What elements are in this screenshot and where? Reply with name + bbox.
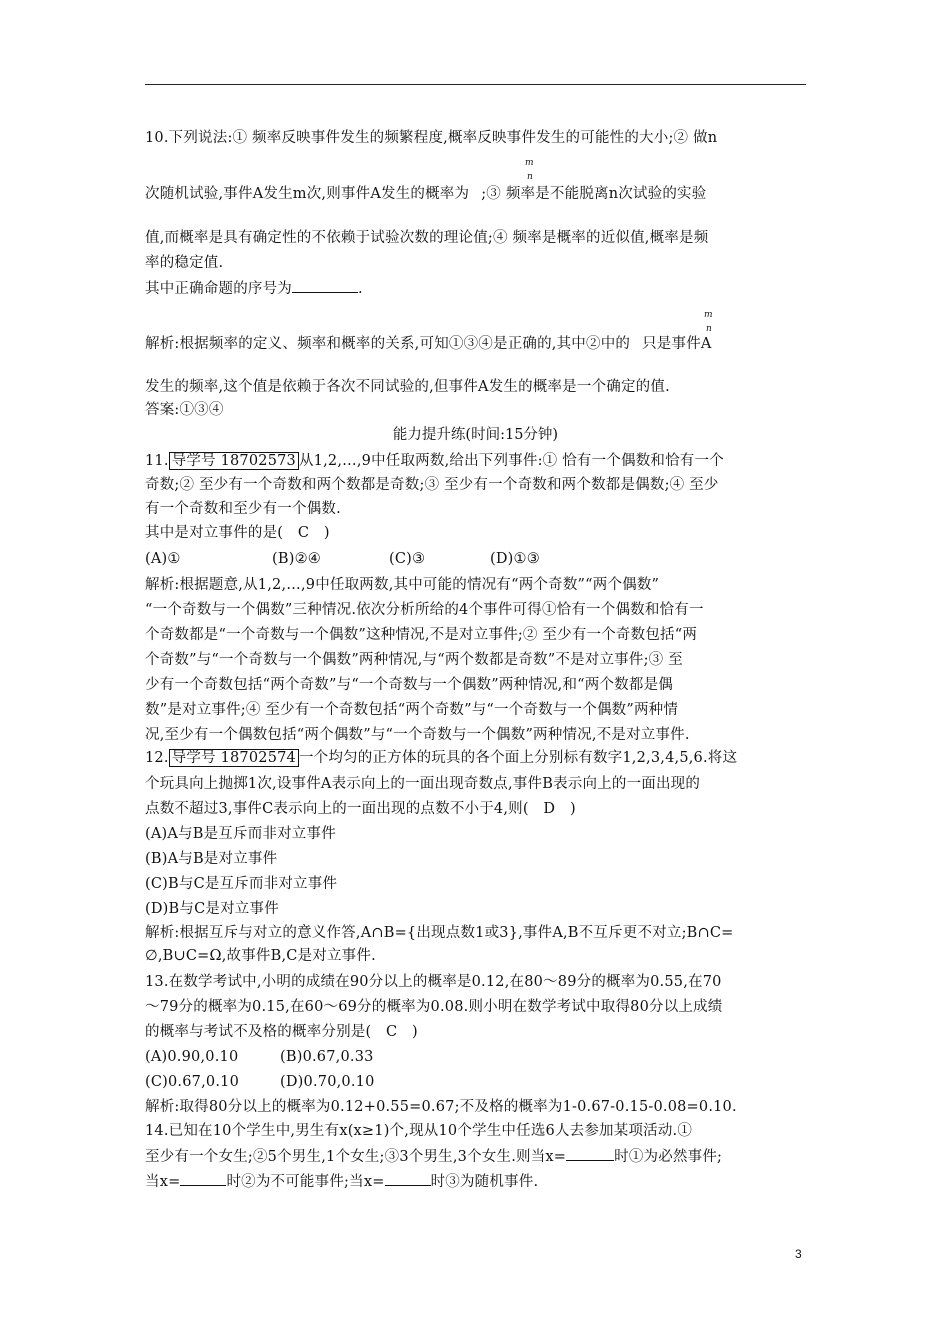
q13-line-3: 的概率与考试不及格的概率分别是( C ) — [145, 1024, 418, 1040]
q11-line-4: 其中是对立事件的是( C ) — [145, 525, 330, 541]
answer-blank — [566, 1146, 614, 1161]
q12-line-2: 个玩具向上抛掷1次,设事件A表示向上的一面出现奇数点,事件B表示向上的一面出现的 — [145, 776, 701, 792]
q13-option-b: (B)0.67,0.33 — [280, 1049, 374, 1065]
q11-option-b: (B)②④ — [272, 551, 321, 567]
q12-option-b: (B)A与B是对立事件 — [145, 851, 278, 867]
q14-line-3b: 时②为不可能事件;当x= — [226, 1174, 385, 1190]
q14-line-2 — [145, 1146, 722, 1167]
page-number: 3 — [795, 1247, 802, 1261]
q10-prompt: 其中正确命题的序号为 — [145, 281, 292, 297]
answer-blank — [385, 1171, 431, 1186]
q12-option-c: (C)B与C是互斥而非对立事件 — [145, 876, 338, 892]
fraction-denominator: n — [706, 324, 712, 334]
q10-line-2a: 次随机试验,事件A发生m次,则事件A发生的概率为 — [145, 186, 470, 202]
q10-period: . — [358, 281, 363, 297]
q12-option-a: (A)A与B是互斥而非对立事件 — [145, 826, 336, 842]
q13-solution-1: 解析:取得80分以上的概率为0.12+0.55=0.67;不及格的概率为1-0.67-0.15-0.08=0.10. — [145, 1099, 737, 1115]
q12-number: 12. — [145, 750, 169, 766]
q10-line-2 — [145, 184, 706, 204]
q14-line-3c: 时③为随机事件. — [430, 1174, 539, 1190]
q10-solution-1 — [145, 334, 712, 354]
question-id-tag: 导学号 18702574 — [169, 749, 299, 767]
q10-line-2b: ;③ 频率是不能脱离n次试验的实验 — [481, 186, 707, 202]
q11-solution-1: 解析:根据题意,从1,2,…,9中任取两数,其中可能的情况有“两个奇数”“两个偶数” — [145, 577, 660, 593]
q11-line-2: 奇数;② 至少有一个奇数和两个数都是奇数;③ 至少有一个奇数和两个数都是偶数;④ 至少 — [145, 477, 719, 493]
q14-line-3a: 当x= — [145, 1174, 181, 1190]
q11-solution-3: 个奇数都是“一个奇数与一个偶数”这种情况,不是对立事件;② 至少有一个奇数包括“两 — [145, 627, 698, 643]
q13-line-2: ～79分的概率为0.15,在60～69分的概率为0.08.则小明在数学考试中取得80分以上成绩 — [145, 999, 723, 1015]
fraction-denominator: n — [527, 172, 533, 182]
q10-solution-2: 发生的频率,这个值是依赖于各次不同试验的,但事件A发生的概率是一个确定的值. — [145, 379, 670, 395]
q11-text: 从1,2,…,9中任取两数,给出下列事件:① 恰有一个偶数和恰有一个 — [298, 453, 724, 469]
q11-line-3: 有一个奇数和至少有一个偶数. — [145, 501, 341, 517]
q14-line-1: 14.已知在10个学生中,男生有x(x≥1)个,现从10个学生中任选6人去参加某项活动.① — [145, 1123, 693, 1139]
q13-option-a: (A)0.90,0.10 — [145, 1049, 239, 1065]
q11-solution-2: “一个奇数与一个偶数”三种情况.依次分析所给的4个事件可得①恰有一个偶数和恰有一 — [145, 602, 704, 618]
fraction-numerator: m — [704, 310, 713, 320]
q13-option-c: (C)0.67,0.10 — [145, 1074, 239, 1090]
q11-number: 11. — [145, 453, 169, 469]
header-rule — [145, 84, 806, 85]
fraction-numerator: m — [525, 158, 534, 168]
q14-line-2b: 时①为必然事件; — [614, 1149, 723, 1165]
q13-line-1: 13.在数学考试中,小明的成绩在90分以上的概率是0.12,在80～89分的概率为0.55,在70 — [145, 974, 722, 990]
section-title: 能力提升练(时间:15分钟) — [392, 427, 559, 443]
q12-option-d: (D)B与C是对立事件 — [145, 901, 279, 917]
answer-blank — [180, 1171, 226, 1186]
q11-line-1 — [145, 451, 724, 471]
q10-line-4: 率的稳定值. — [145, 255, 224, 271]
q12-solution-2: ∅,B∪C=Ω,故事件B,C是对立事件. — [145, 948, 376, 964]
q12-line-3: 点数不超过3,事件C表示向上的一面出现的点数不小于4,则( D ) — [145, 801, 576, 817]
q10-answer: 答案:①③④ — [145, 402, 224, 418]
question-id-tag: 导学号 18702573 — [169, 452, 299, 470]
q10-solution-1b: 只是事件A — [642, 336, 712, 352]
q11-option-a: (A)① — [145, 551, 181, 567]
q14-line-2a: 至少有一个女生;②5个男生,1个女生;③3个男生,3个女生.则当x= — [145, 1149, 567, 1165]
q10-solution-1a: 解析:根据频率的定义、频率和概率的关系,可知①③④是正确的,其中②中的 — [145, 336, 631, 352]
answer-blank — [292, 278, 358, 293]
q11-solution-5: 少有一个奇数包括“两个奇数”与“一个奇数与一个偶数”两种情况,和“两个数都是偶 — [145, 677, 673, 693]
q11-option-c: (C)③ — [389, 551, 426, 567]
q10-line-3: 值,而概率是具有确定性的不依赖于试验次数的理论值;④ 频率是概率的近似值,概率是频 — [145, 230, 709, 246]
q11-option-d: (D)①③ — [490, 551, 540, 567]
q13-option-d: (D)0.70,0.10 — [280, 1074, 375, 1090]
q11-solution-6: 数”是对立事件;④ 至少有一个奇数包括“两个奇数”与“一个奇数与一个偶数”两种情 — [145, 702, 679, 718]
q12-line-1 — [145, 748, 737, 768]
q10-line-5 — [145, 278, 363, 299]
q12-solution-1: 解析:根据互斥与对立的意义作答,A∩B={出现点数1或3},事件A,B不互斥更不对立;B∩C= — [145, 925, 734, 941]
q14-line-3 — [145, 1171, 538, 1192]
q11-solution-4: 个奇数”与“一个奇数与一个偶数”两种情况,与“两个数都是奇数”不是对立事件;③ 至 — [145, 652, 683, 668]
q11-solution-7: 况,至少有一个偶数包括“两个偶数”与“一个奇数与一个偶数”两种情况,不是对立事件. — [145, 727, 690, 743]
q10-line-1: 10.下列说法:① 频率反映事件发生的频繁程度,概率反映事件发生的可能性的大小;② 做n — [145, 130, 718, 146]
q12-text: 一个均匀的正方体的玩具的各个面上分别标有数字1,2,3,4,5,6.将这 — [298, 750, 738, 766]
